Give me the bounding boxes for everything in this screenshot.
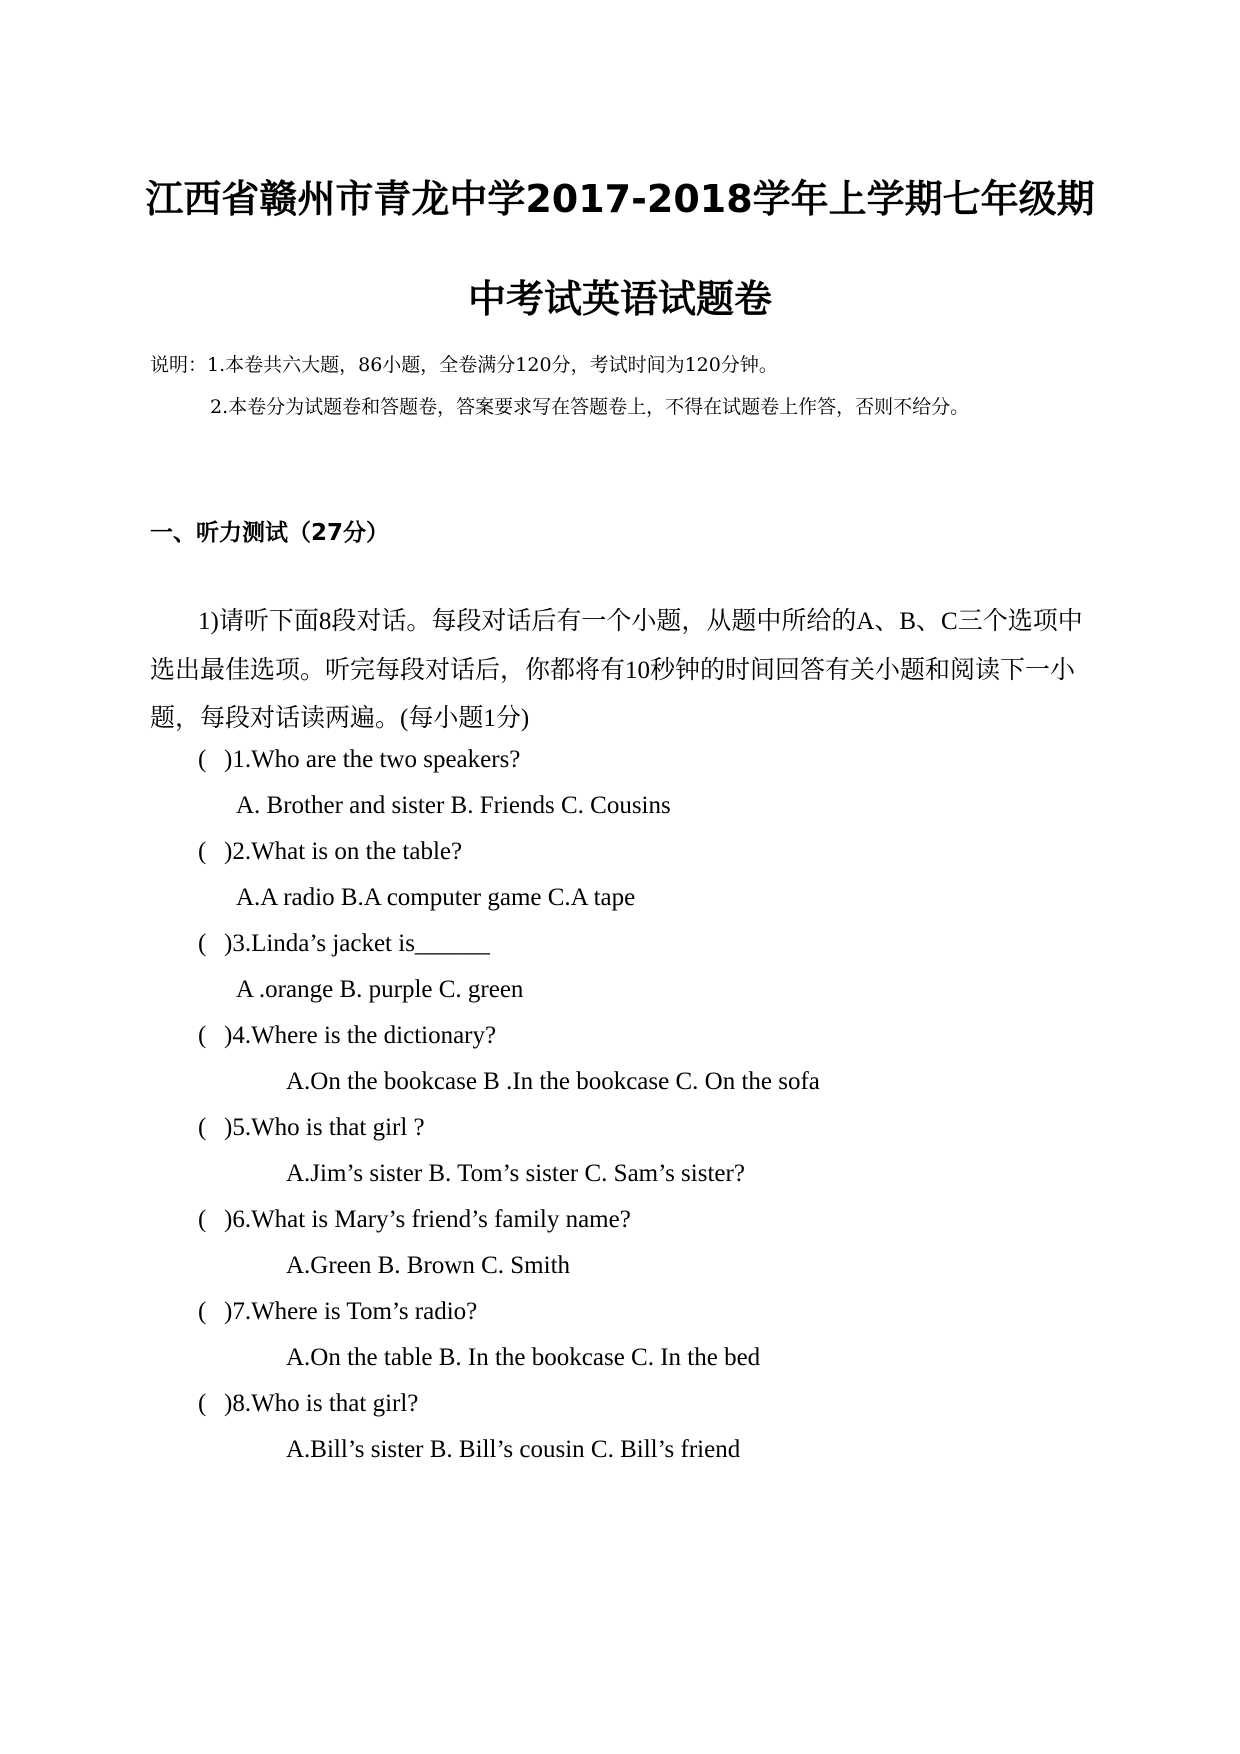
question-text: )2.What is on the table? <box>224 838 463 865</box>
question-8 <box>198 1390 418 1418</box>
section-heading-listening: 一、听力测试（27分） <box>150 520 390 546</box>
question-text: )4.Where is the dictionary? <box>224 1022 497 1049</box>
question-3-options: A .orange B. purple C. green <box>236 976 524 1003</box>
question-6-options: A.Green B. Brown C. Smith <box>286 1252 571 1279</box>
question-5 <box>198 1114 425 1142</box>
answer-blank: ( <box>198 1390 207 1417</box>
answer-blank: ( <box>198 746 207 773</box>
answer-blank: ( <box>198 838 207 865</box>
instruction-line-1: 1)请听下面8段对话。每段对话后有一个小题，从题中所给的A、B、C三个选项中 <box>198 608 1083 635</box>
answer-blank: ( <box>198 1298 207 1325</box>
question-7 <box>198 1298 477 1326</box>
question-1 <box>198 746 520 774</box>
exam-note-2: 2.本卷分为试题卷和答题卷，答案要求写在答题卷上，不得在试题卷上作答，否则不给分。 <box>210 396 970 418</box>
question-text: )1.Who are the two speakers? <box>224 746 521 773</box>
question-text: )5.Who is that girl ? <box>224 1114 425 1141</box>
question-text: )8.Who is that girl? <box>224 1390 419 1417</box>
question-1-options: A. Brother and sister B. Friends C. Cousins <box>236 792 671 819</box>
question-text: )3.Linda’s jacket is______ <box>224 930 490 957</box>
question-text: )7.Where is Tom’s radio? <box>224 1298 478 1325</box>
page-title-line-2: 中考试英语试题卷 <box>467 277 772 321</box>
answer-blank: ( <box>198 1114 207 1141</box>
question-6 <box>198 1206 631 1234</box>
instruction-line-3: 题，每段对话读两遍。(每小题1分) <box>150 705 530 732</box>
question-7-options: A.On the table B. In the bookcase C. In the bed <box>286 1344 761 1371</box>
question-5-options: A.Jim’s sister B. Tom’s sister C. Sam’s sister? <box>286 1160 745 1187</box>
question-4-options: A.On the bookcase B .In the bookcase C. On the sofa <box>286 1068 820 1095</box>
question-2-options: A.A radio B.A computer game C.A tape <box>236 884 636 911</box>
answer-blank: ( <box>198 1206 207 1233</box>
question-text: )6.What is Mary’s friend’s family name? <box>224 1206 631 1233</box>
question-8-options: A.Bill’s sister B. Bill’s cousin C. Bill’s friend <box>286 1436 741 1463</box>
answer-blank: ( <box>198 1022 207 1049</box>
answer-blank: ( <box>198 930 207 957</box>
question-4 <box>198 1022 496 1050</box>
question-3 <box>198 930 490 958</box>
exam-note-1: 说明：1.本卷共六大题，86小题，全卷满分120分，考试时间为120分钟。 <box>150 354 778 376</box>
question-2 <box>198 838 462 866</box>
page-title-line-1: 江西省赣州市青龙中学2017-2018学年上学期七年级期 <box>145 177 1095 221</box>
instruction-line-2: 选出最佳选项。听完每段对话后，你都将有10秒钟的时间回答有关小题和阅读下一小 <box>150 657 1076 684</box>
